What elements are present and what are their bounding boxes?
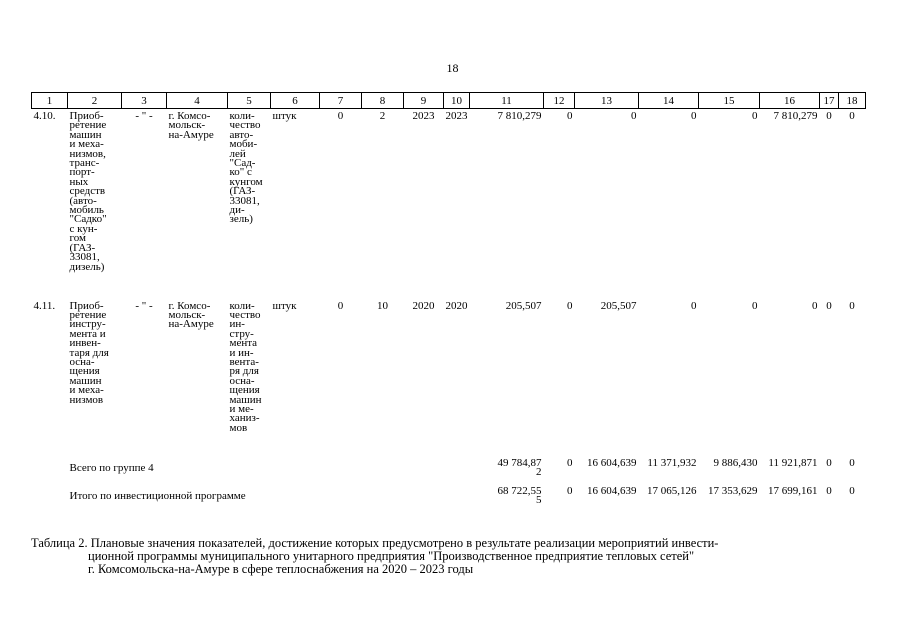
column-header: 16 bbox=[760, 93, 820, 109]
cell: 17 353,629 bbox=[708, 484, 758, 497]
text-line: ных bbox=[69, 175, 89, 188]
cell: 11 921,871 bbox=[768, 456, 818, 469]
page-number: 18 bbox=[446, 61, 459, 75]
cell: 17 699,161 bbox=[768, 484, 818, 497]
text-line: моби- bbox=[229, 138, 258, 151]
text-line: и меха- bbox=[69, 138, 104, 151]
text-line: ря для bbox=[229, 365, 259, 378]
cell: 0 bbox=[567, 456, 573, 469]
text-line: лей bbox=[229, 147, 246, 160]
text-line: мобиль bbox=[69, 204, 104, 217]
column-header: 9 bbox=[404, 93, 444, 109]
total-row bbox=[32, 456, 866, 484]
text-line: кунгом bbox=[229, 175, 263, 188]
total-value-part: 2 bbox=[536, 465, 542, 478]
cell: 17 065,126 bbox=[647, 484, 697, 497]
text-line: г. Комсо- bbox=[168, 299, 211, 312]
cell: 0 bbox=[337, 110, 344, 122]
text-line: 33081, bbox=[229, 194, 260, 207]
text-line: осна- bbox=[229, 374, 255, 387]
row-number: 4.11. bbox=[33, 299, 56, 312]
text-line: инвен- bbox=[69, 337, 101, 350]
cell: 0 bbox=[631, 110, 637, 122]
text-line: ди- bbox=[229, 204, 245, 217]
text-line: и меха- bbox=[69, 384, 104, 397]
cell: 2023 bbox=[412, 110, 435, 122]
text-line: Приоб- bbox=[69, 110, 104, 122]
unit: штук bbox=[272, 299, 297, 312]
text-line: осна- bbox=[69, 355, 95, 368]
column-header: 2 bbox=[68, 93, 122, 109]
column-header: 13 bbox=[575, 93, 639, 109]
text-line: машин bbox=[69, 128, 102, 141]
cell: 0 bbox=[849, 299, 855, 312]
text-line: коли- bbox=[229, 299, 255, 312]
cell: 0 bbox=[849, 456, 855, 469]
cell: 0 bbox=[826, 456, 832, 469]
cell: 0 bbox=[849, 484, 855, 497]
text-line: щения bbox=[229, 384, 260, 397]
text-line: "Садко" bbox=[69, 213, 107, 226]
grand-total-row bbox=[32, 484, 866, 512]
text-line: чество bbox=[229, 119, 261, 132]
cell: 0 bbox=[752, 110, 758, 122]
text-line: г. Комсо- bbox=[168, 110, 211, 122]
cell: 0 bbox=[691, 110, 697, 122]
text-line: чество bbox=[229, 308, 261, 321]
text-line: (ГАЗ- bbox=[69, 241, 96, 254]
cell bbox=[470, 456, 544, 484]
text-line: ин- bbox=[229, 318, 245, 331]
total-label-text: Всего по группе 4 bbox=[69, 461, 154, 474]
item-name bbox=[68, 299, 122, 456]
column-header: 4 bbox=[167, 93, 228, 109]
caption-line: Таблица 2. Плановые значения показателей, достижение которых предусмотрено в результате реализации мероприятий инвести- bbox=[31, 536, 719, 550]
text-line: ко" с bbox=[229, 166, 252, 179]
cell: 0 bbox=[826, 110, 832, 122]
text-line: мольск- bbox=[168, 119, 206, 132]
text-line: низмов bbox=[69, 393, 104, 406]
total-label-text: Итого по инвестиционной программе bbox=[69, 489, 246, 502]
total-value-part: 49 784,87 bbox=[497, 456, 542, 469]
column-header: 5 bbox=[228, 93, 271, 109]
text-line: таря для bbox=[69, 346, 109, 359]
text-line: машин bbox=[69, 374, 102, 387]
location bbox=[167, 109, 228, 299]
cell: 2023 bbox=[445, 110, 468, 122]
cell: 0 bbox=[812, 299, 818, 312]
unit: штук bbox=[272, 110, 297, 122]
total-value-part: 68 722,55 bbox=[497, 484, 542, 497]
cell: 0 bbox=[567, 484, 573, 497]
cell: 16 604,639 bbox=[587, 456, 637, 469]
cell: 205,507 bbox=[600, 299, 637, 312]
text-line: стру- bbox=[229, 327, 254, 340]
cell: 0 bbox=[826, 299, 832, 312]
table-row bbox=[32, 299, 866, 456]
cell: 0 bbox=[849, 110, 855, 122]
cell: 0 bbox=[567, 110, 573, 122]
cell: 0 bbox=[337, 299, 344, 312]
text-line: и ин- bbox=[229, 346, 254, 359]
text-line: авто- bbox=[229, 128, 254, 141]
cell: - " - bbox=[135, 299, 153, 312]
text-line: инстру- bbox=[69, 318, 106, 331]
table-caption bbox=[31, 537, 877, 576]
column-header: 7 bbox=[320, 93, 362, 109]
cell: 10 bbox=[377, 299, 388, 312]
text-line: транс- bbox=[69, 157, 100, 170]
row-number: 4.10. bbox=[33, 110, 56, 122]
column-header: 11 bbox=[470, 93, 544, 109]
text-line: мента и bbox=[69, 327, 106, 340]
column-header: 8 bbox=[362, 93, 404, 109]
text-line: дизель) bbox=[69, 260, 105, 273]
cell: 205,507 bbox=[505, 299, 542, 312]
text-line: щения bbox=[69, 365, 100, 378]
column-header: 1 bbox=[32, 93, 68, 109]
item-name bbox=[68, 109, 122, 299]
cell: 0 bbox=[691, 299, 697, 312]
text-line: гом bbox=[69, 232, 86, 245]
cell: 7 810,279 bbox=[497, 110, 542, 122]
column-header: 18 bbox=[839, 93, 866, 109]
cell: 2020 bbox=[445, 299, 468, 312]
cell: 0 bbox=[826, 484, 832, 497]
text-line: машин bbox=[229, 393, 262, 406]
text-line: (авто- bbox=[69, 194, 97, 207]
text-line: вента- bbox=[229, 355, 259, 368]
total-label bbox=[68, 456, 470, 484]
location bbox=[167, 299, 228, 456]
text-line: на-Амуре bbox=[168, 318, 214, 331]
column-header: 17 bbox=[820, 93, 839, 109]
text-line: (ГАЗ- bbox=[229, 185, 256, 198]
column-header: 15 bbox=[699, 93, 760, 109]
column-header: 3 bbox=[122, 93, 167, 109]
cell: 0 bbox=[567, 299, 573, 312]
text-line: мов bbox=[229, 421, 248, 434]
text-line: ретение bbox=[69, 308, 107, 321]
column-number-row bbox=[32, 93, 866, 109]
caption-line: ционной программы муниципального унитарного предприятия "Производственное предприятие тепловых сетей" bbox=[88, 549, 695, 563]
text-line: мольск- bbox=[168, 308, 206, 321]
text-line: зель) bbox=[229, 213, 253, 226]
text-line: ханиз- bbox=[229, 412, 260, 425]
cell: 11 371,932 bbox=[647, 456, 697, 469]
text-line: на-Амуре bbox=[168, 128, 214, 141]
text-line: 33081, bbox=[69, 251, 100, 264]
caption-line: г. Комсомольска-на-Амуре в сфере теплоснабжения на 2020 – 2023 годы bbox=[88, 562, 474, 576]
indicator-name bbox=[228, 299, 271, 456]
text-line: низмов, bbox=[69, 147, 106, 160]
cell: - " - bbox=[135, 110, 153, 122]
column-header: 12 bbox=[544, 93, 575, 109]
text-line: коли- bbox=[229, 110, 255, 122]
cell: 9 886,430 bbox=[713, 456, 758, 469]
cell: 2 bbox=[379, 110, 386, 122]
cell: 7 810,279 bbox=[773, 110, 818, 122]
column-header: 14 bbox=[639, 93, 699, 109]
investment-program-table bbox=[31, 92, 866, 512]
cell: 16 604,639 bbox=[587, 484, 637, 497]
text-line: ретение bbox=[69, 119, 107, 132]
cell: 0 bbox=[752, 299, 758, 312]
text-line: "Сад- bbox=[229, 157, 256, 170]
text-line: порт- bbox=[69, 166, 95, 179]
cell: 2020 bbox=[412, 299, 435, 312]
cell bbox=[470, 484, 544, 512]
total-value-part: 5 bbox=[536, 493, 542, 506]
column-header: 10 bbox=[444, 93, 470, 109]
total-label bbox=[68, 484, 470, 512]
text-line: с кун- bbox=[69, 222, 98, 235]
text-line: Приоб- bbox=[69, 299, 104, 312]
table-row bbox=[32, 109, 866, 299]
column-header: 6 bbox=[271, 93, 320, 109]
text-line: и ме- bbox=[229, 402, 254, 415]
text-line: мента bbox=[229, 337, 258, 350]
indicator-name bbox=[228, 109, 271, 299]
text-line: средств bbox=[69, 185, 106, 198]
